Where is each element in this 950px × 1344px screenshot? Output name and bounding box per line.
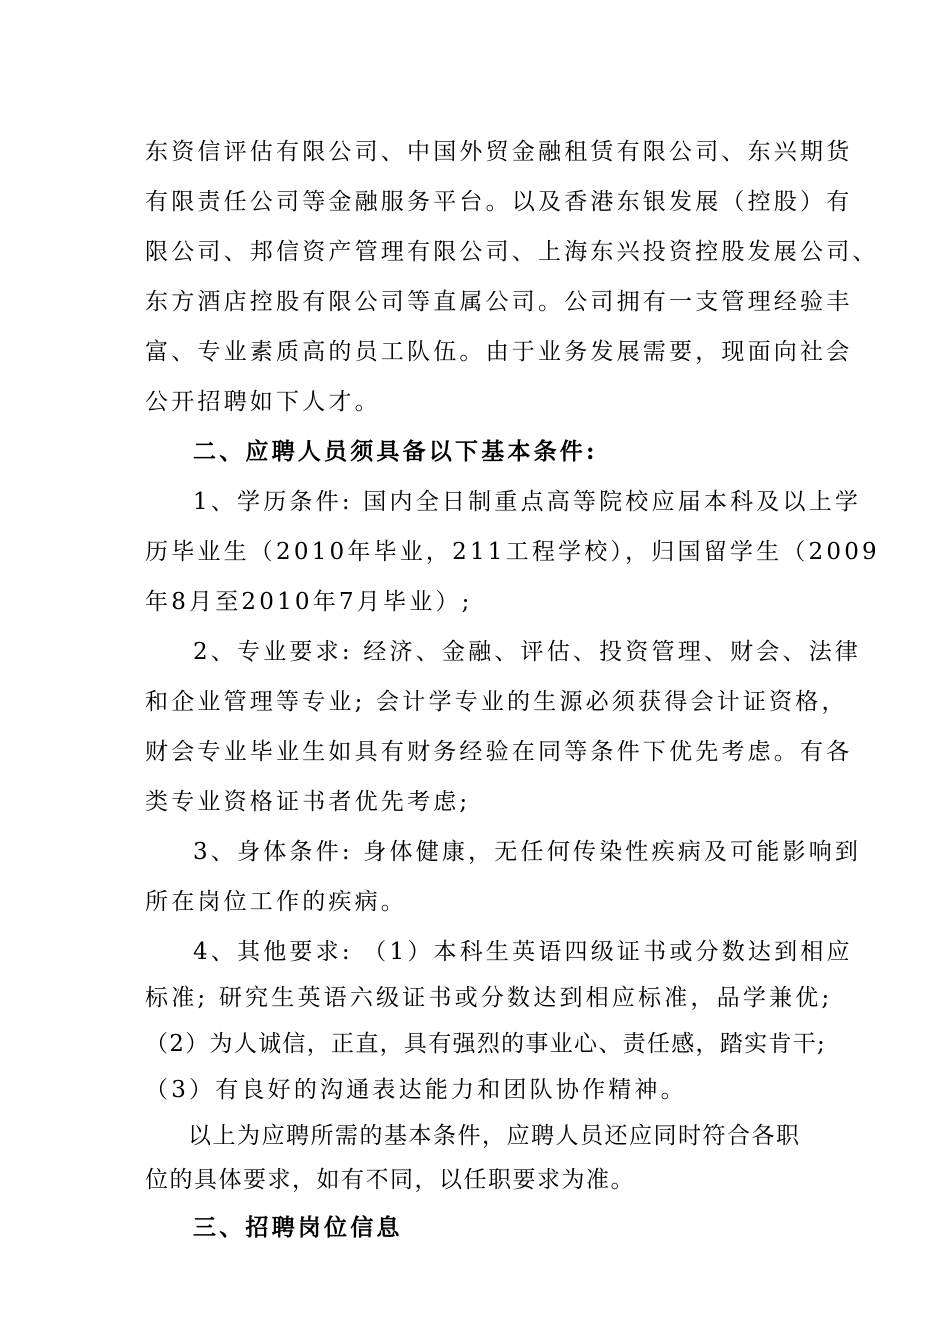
paragraph-line: 年8月至2010年7月毕业）; — [145, 589, 473, 615]
paragraph-line: （2）为人诚信，正直，具有强烈的事业心、责任感，踏实肯干; — [145, 1031, 827, 1057]
paragraph-line: 所在岗位工作的疾病。 — [145, 889, 407, 915]
paragraph-line: 1、学历条件: 国内全日制重点高等院校应届本科及以上学 — [193, 489, 862, 515]
paragraph-line: 东资信评估有限公司、中国外贸金融租赁有限公司、东兴期货 — [145, 139, 853, 165]
paragraph-line: 以上为应聘所需的基本条件，应聘人员还应同时符合各职 — [188, 1123, 801, 1149]
paragraph-line: 位的具体要求，如有不同，以任职要求为准。 — [145, 1167, 635, 1193]
paragraph-line: 4、其他要求: （1）本科生英语四级证书或分数达到相应 — [193, 939, 853, 965]
paragraph-line: 和企业管理等专业; 会计学专业的生源必须获得会计证资格， — [145, 689, 848, 715]
paragraph-line: 富、专业素质高的员工队伍。由于业务发展需要，现面向社会 — [145, 339, 853, 365]
paragraph-line: 2、专业要求: 经济、金融、评估、投资管理、财会、法律 — [193, 639, 862, 665]
section-heading-2: 二、应聘人员须具备以下基本条件: — [193, 438, 598, 465]
paragraph-line: （3）有良好的沟通表达能力和团队协作精神。 — [145, 1077, 687, 1103]
paragraph-line: 类专业资格证书者优先考虑; — [145, 789, 471, 815]
paragraph-line: 公开招聘如下人才。 — [145, 389, 381, 415]
paragraph-line: 限公司、邦信资产管理有限公司、上海东兴投资控股发展公司、 — [145, 239, 879, 265]
paragraph-line: 东方酒店控股有限公司等直属公司。公司拥有一支管理经验丰 — [145, 289, 853, 315]
paragraph-line: 财会专业毕业生如具有财务经验在同等条件下优先考虑。有各 — [145, 739, 853, 765]
section-heading-3: 三、招聘岗位信息 — [193, 1214, 403, 1241]
paragraph-line: 3、身体条件: 身体健康，无任何传染性疾病及可能影响到 — [193, 839, 862, 865]
paragraph-line: 有限责任公司等金融服务平台。以及香港东银发展（控股）有 — [145, 189, 853, 215]
paragraph-line: 历毕业生（2010年毕业，211工程学校），归国留学生（2009 — [145, 539, 880, 565]
paragraph-line: 标准; 研究生英语六级证书或分数达到相应标准，品学兼优; — [145, 985, 833, 1011]
